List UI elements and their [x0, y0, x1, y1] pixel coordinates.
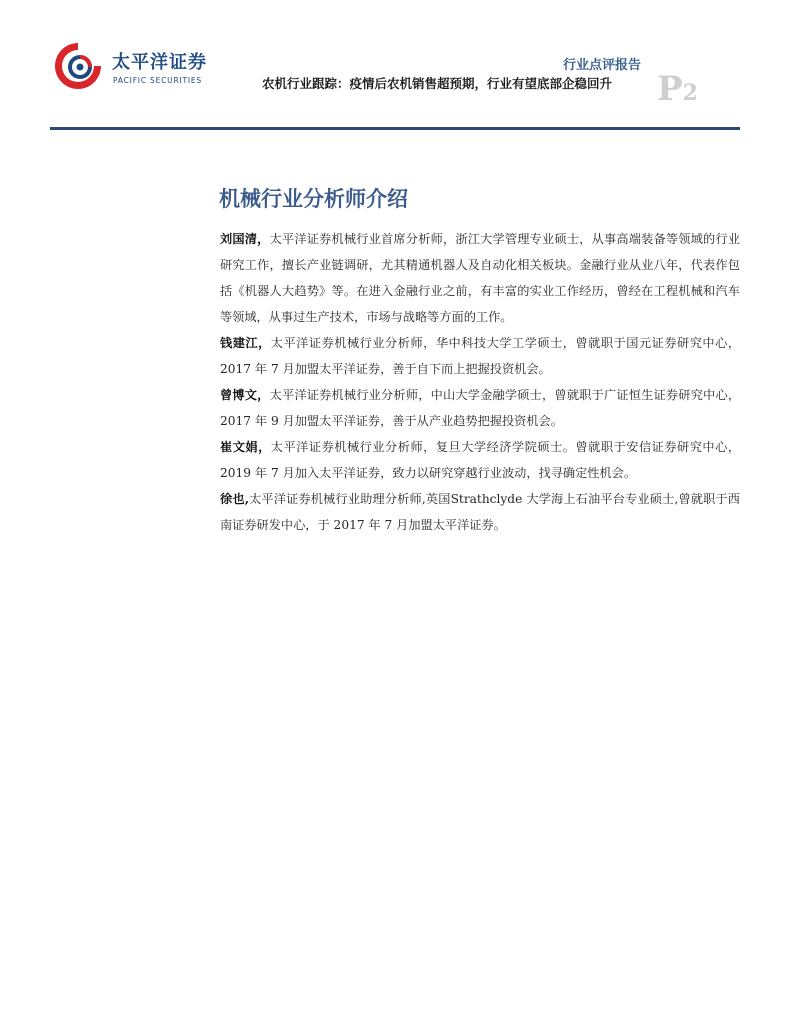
analyst-bio: 太平洋证券机械行业首席分析师，浙江大学管理专业硕士，从事高端装备等领域的行业研究工作，擅长产业链调研，尤其精通机器人及自动化相关板块。金融行业从业八年，代表作包括《机器人大趋势》等。在进入金融行业之前，有丰富的实业工作经历，曾经在工程机械和汽车等领域，从事过生产技术，市场与战略等方面的工作。 — [220, 232, 741, 324]
page-number — [657, 69, 698, 109]
analyst-bio: 太平洋证券机械行业分析师，复旦大学经济学院硕士。曾就职于安信证券研究中心，2019 年 7 月加入太平洋证券，致力以研究穿越行业波动，找寻确定性机会。 — [220, 440, 741, 480]
analyst-bio: 太平洋证券机械行业分析师，中山大学金融学硕士，曾就职于广证恒生证券研究中心，2017 年 9 月加盟太平洋证券，善于从产业趋势把握投资机会。 — [220, 388, 741, 428]
page-digit: 2 — [682, 80, 698, 106]
logo-emblem-icon — [52, 40, 104, 92]
analyst-name: 刘国清 — [220, 232, 258, 246]
analyst-name: 钱建江 — [220, 336, 259, 350]
page-letter: P — [657, 69, 683, 109]
company-logo — [52, 40, 212, 100]
logo-english-name: PACIFIC SECURITIES — [113, 76, 202, 85]
header-divider — [50, 127, 740, 130]
analyst-entry — [220, 486, 740, 538]
analyst-name: 徐也 — [220, 492, 245, 506]
logo-chinese-name: 太平洋证券 — [112, 52, 207, 73]
analyst-entry — [220, 226, 740, 330]
analyst-name-separator: ， — [257, 232, 270, 246]
report-type-label: 行业点评报告 — [562, 58, 641, 73]
analyst-name-separator: ， — [258, 336, 271, 350]
analyst-list — [220, 226, 740, 538]
analyst-name: 崔文娟 — [220, 440, 259, 454]
analyst-entry — [220, 330, 740, 382]
analyst-name-separator: ， — [258, 440, 271, 454]
analyst-name-separator: , — [244, 492, 249, 506]
analyst-name-separator: ， — [257, 388, 270, 402]
analyst-entry — [220, 434, 740, 486]
report-title: 农机行业跟踪：疫情后农机销售超预期，行业有望底部企稳回升 — [262, 76, 613, 91]
section-title: 机械行业分析师介绍 — [219, 186, 408, 211]
analyst-bio: 太平洋证券机械行业助理分析师,英国Strathclyde 大学海上石油平台专业硕士,曾就职于西南证券研发中心，于 2017 年 7 月加盟太平洋证券。 — [220, 492, 740, 532]
analyst-entry — [220, 382, 740, 434]
analyst-name: 曾博文 — [220, 388, 258, 402]
analyst-bio: 太平洋证券机械行业分析师，华中科技大学工学硕士，曾就职于国元证券研究中心，2017 年 7 月加盟太平洋证券，善于自下而上把握投资机会。 — [220, 336, 741, 376]
